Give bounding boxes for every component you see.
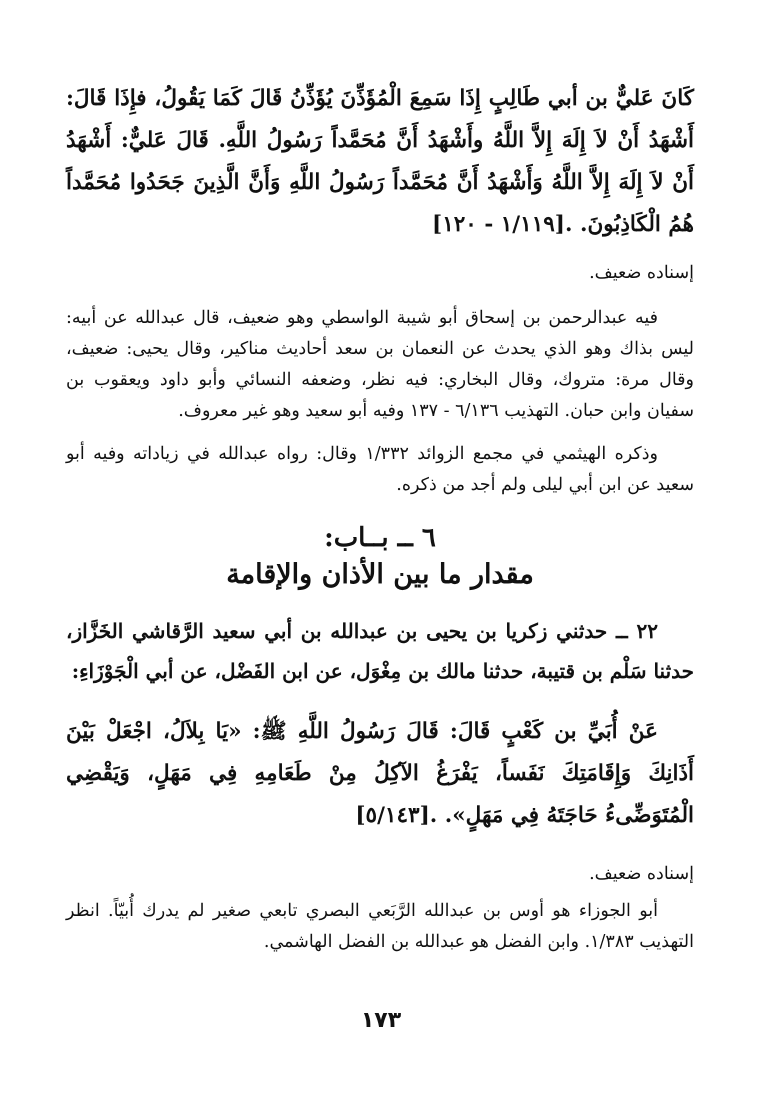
page-body <box>66 78 694 958</box>
chapter-title: مقدار ما بين الأذان والإقامة <box>226 559 534 590</box>
hadith-22-reference: [٥/١٤٣]. <box>355 803 438 828</box>
hadith-21-reference: [١/١١٩ - ١٢٠]. <box>432 212 573 237</box>
hadith-22-text <box>66 711 694 837</box>
hadith-21-grade: إسناده ضعيف. <box>589 263 694 283</box>
hadith-22-isnad: ٢٢ ــ حدثني زكريا بن يحيى بن عبدالله بن أبي سعيد الرَّقاشي الخَزَّاز، حدثنا سَلْم بن قتيبة، حدثنا مالك بن مِغْوَل، عن ابن الفَضْل، عن أبي الْجَوْزَاءِ: <box>66 619 694 683</box>
hadith-21-commentary-haythami: وذكره الهيثمي في مجمع الزوائد ١/٣٣٢ وقال: رواه عبدالله في زياداته وفيه أبو سعيد عن ابن أبي ليلى ولم أجد من ذكره. <box>66 444 694 495</box>
hadith-21-matn: كَانَ عَليٌّ بن أبي طَالِبٍ إِذَا سَمِعَ الْمُؤَذِّنَ يُؤَذِّنُ قَالَ كَمَا يَقُولُ، فإِذَا قَالَ: أَشْهَدُ أَنْ لاَ إِلَهَ إِلاَّ اللَّهُ وأَشْهَدُ أَنَّ مُحَمَّداً رَسُولُ اللَّهِ. قَالَ عَليٌّ: أَشْهَدُ أَنْ لاَ إِلَهَ إِلاَّ اللَّهُ وَأَشْهَدُ أَنَّ مُحَمَّداً رَسُولُ اللَّهِ وَأَنَّ الَّذِينَ جَحَدُوا مُحَمَّداً هُمُ الْكَاذِبُونَ. <box>66 86 694 237</box>
hadith-21-text <box>66 78 694 246</box>
hadith-22-grade: إسناده ضعيف. <box>589 863 694 884</box>
hadith-21-commentary-narrator: فيه عبدالرحمن بن إسحاق أبو شيبة الواسطي وهو ضعيف، قال عبدالله عن أبيه: ليس بذاك وهو الذي يحدث عن النعمان بن سعد أحاديث مناكير، وقال يحيى: ضعيف، وقال مرة: متروك، وقال البخاري: فيه نظر، وضعفه النسائي وأبو داود ويعقوب بن سفيان وابن حبان. التهذيب ٦/١٣٦ - ١٣٧ وفيه أبو سعيد وهو غير معروف. <box>66 308 694 421</box>
hadith-22-matn: عَنْ أُبَيِّ بن كَعْبٍ قَالَ: قَالَ رَسُولُ اللَّهِ ﷺ: «يَا بِلاَلُ، اجْعَلْ بَيْنَ أَذَانِكَ وَإِقَامَتِكَ نَفَساً، يَفْرَغُ الآكِلُ مِنْ طَعَامِهِ فِي مَهَلٍ، وَيَقْضِي الْمُتَوَضِّىءُ حَاجَتَهُ فِي مَهَلٍ». <box>66 719 694 828</box>
chapter-number: ٦ ــ بــاب: <box>324 523 436 553</box>
page-number: ١٧٣ <box>360 1008 402 1033</box>
hadith-22-commentary: أبو الجوزاء هو أوس بن عبدالله الرَّبَعي البصري تابعي صغير لم يدرك أُبيّاً. انظر التهذيب ١/٣٨٣. وابن الفضل هو عبدالله بن الفضل الهاشمي. <box>66 900 694 952</box>
